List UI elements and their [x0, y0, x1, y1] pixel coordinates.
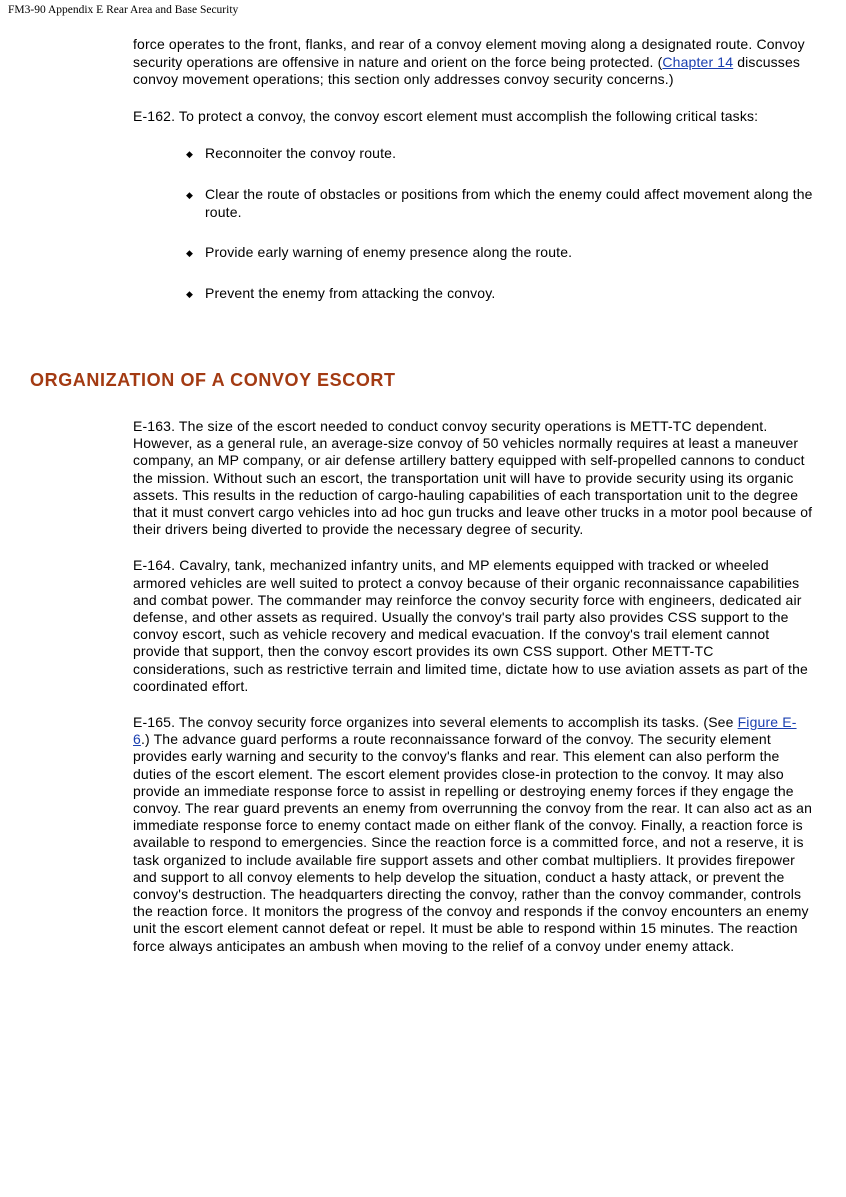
critical-tasks-list: [133, 145, 813, 302]
task-text: Provide early warning of enemy presence along the route.: [205, 244, 573, 261]
diamond-bullet-icon: ◆: [186, 288, 194, 299]
section-heading: ORGANIZATION OF A CONVOY ESCORT: [30, 370, 396, 390]
e165-text-start: E-165. The convoy security force organizes into several elements to accomplish its tasks. (See: [133, 714, 738, 731]
intro-text-start: force operates to the front, flanks, and rear of a convoy element moving along a designated route. Convoy security operations are offensive in nature and orient on the force being protected. (: [133, 36, 805, 70]
diamond-bullet-icon: ◆: [186, 248, 194, 259]
paragraph-e163: E-163. The size of the escort needed to conduct convoy security operations is METT-TC dependent. However, as a general rule, an average-size convoy of 50 vehicles normally requires at least a maneuver company, an MP company, or air defense artillery battery equipped with self-propelled cannons to conduct the mission. Without such an escort, the transportation unit will have to provide security using its organic assets. This results in the reduction of cargo-hauling capabilities of each transportation unit to the degree that it must convert cargo vehicles into ad hoc gun trucks and leave other trucks in a motor pool because of their drivers being diverted to provide the necessary degree of security.: [133, 418, 813, 538]
paragraph-e162: E-162. To protect a convoy, the convoy escort element must accomplish the following critical tasks:: [133, 107, 759, 124]
diamond-bullet-icon: ◆: [186, 149, 194, 160]
running-header: FM3-90 Appendix E Rear Area and Base Security: [8, 4, 239, 16]
lower-content: [133, 418, 813, 974]
chapter-14-link[interactable]: Chapter 14: [662, 53, 734, 70]
task-text: Clear the route of obstacles or positions from which the enemy could affect movement along the route.: [205, 185, 813, 220]
list-item: [183, 244, 813, 262]
paragraph-e164: E-164. Cavalry, tank, mechanized infantry units, and MP elements equipped with tracked or wheeled armored vehicles are well suited to protect a convoy because of their organic reconnaissance capabilities and combat power. The commander may reinforce the convoy security force with engineers, dedicated air defense, and other assets as required. Usually the convoy's trail party also provides CSS support to the convoy escort, such as vehicle recovery and medical evacuation. If the convoy's trail element cannot provide that support, then the convoy escort provides its own CSS support. Other METT-TC considerations, such as restrictive terrain and limited time, dictate how to use aviation assets as part of the coordinated effort.: [133, 557, 808, 694]
intro-paragraph: [133, 36, 813, 89]
task-text: Prevent the enemy from attacking the convoy.: [205, 284, 496, 301]
diamond-bullet-icon: ◆: [186, 189, 194, 200]
figure-e6-link[interactable]: Figure E-6: [133, 714, 797, 748]
intro-text-end: discusses convoy movement operations; this section only addresses convoy security concerns.): [133, 53, 801, 88]
upper-content: [133, 36, 813, 325]
task-text: Reconnoiter the convoy route.: [205, 145, 397, 162]
paragraph-e165: [133, 714, 813, 955]
e165-text-end: .) The advance guard performs a route reconnaissance forward of the convoy. The security element provides early warning and security to the convoy's flanks and rear. This element can also perform the duties of the escort element. The escort element provides close-in protection to the convoy. It may also provide an immediate response force to assist in repelling or destroying enemy forces if they engage the convoy. The rear guard prevents an enemy from overrunning the convoy from the rear. It can also act as an immediate response force to enemy contact made on either flank of the convoy. Finally, a reaction force is available to respond to emergencies. Since the reaction force is a committed force, and not a reserve, it is task organized to include available fire support assets and other combat multipliers. It provides firepower and support to all convoy elements to help develop the situation, conduct a hasty attack, or prevent the convoy's destruction. The headquarters directing the convoy, rather than the convoy commander, controls the reaction force. It monitors the progress of the convoy and responds if the convoy encounters an enemy unit the escort element cannot defeat or repel. It must be able to respond within 15 minutes. The reaction force always anticipates an ambush when moving to the relief of a convoy under enemy attack.: [133, 731, 813, 954]
list-item: [183, 186, 813, 221]
list-item: [183, 145, 813, 163]
list-item: [183, 285, 813, 303]
